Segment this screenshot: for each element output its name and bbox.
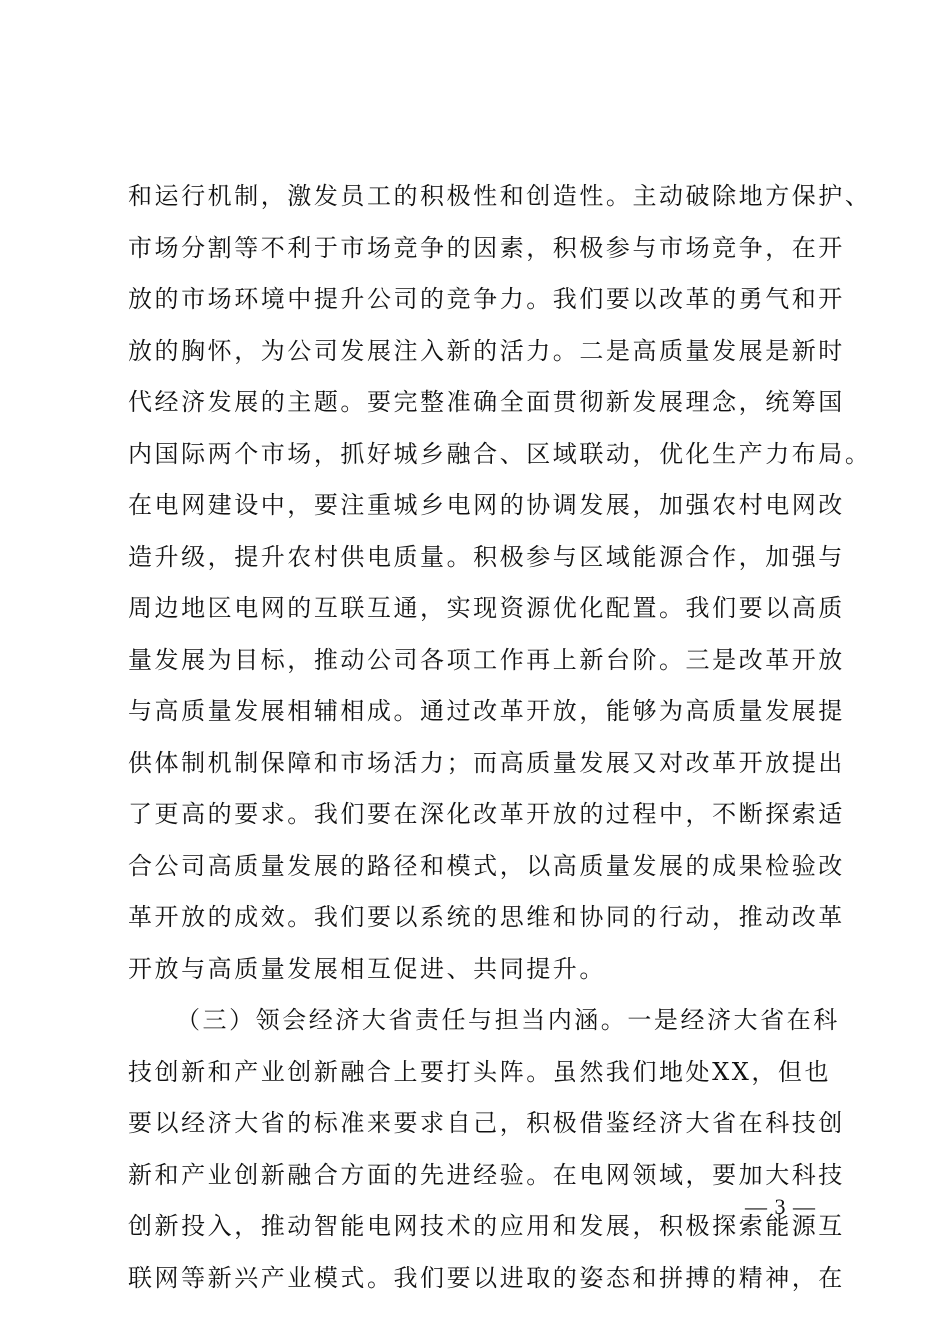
text-line: 供体制机制保障和市场活力；而高质量发展又对改革开放提出 [128,748,845,777]
text-line: 要以经济大省的标准来要求自己，积极借鉴经济大省在科技创 [128,1109,845,1137]
text-line: 在电网建设中，要注重城乡电网的协调发展，加强农村电网改 [128,491,845,519]
section-heading-line: （三）领会经济大省责任与担当内涵。一是经济大省在科 [176,1006,840,1034]
text-line: 合公司高质量发展的路径和模式，以高质量发展的成果检验改 [128,851,845,880]
text-line: 量发展为目标，推动公司各项工作再上新台阶。三是改革开放 [128,645,845,674]
page-number: — 3 — [745,1194,816,1219]
text-line: 开放与高质量发展相互促进、共同提升。 [128,954,606,983]
text-line: 与高质量发展相辅相成。通过改革开放，能够为高质量发展提 [128,697,845,725]
text-line: 革开放的成效。我们要以系统的思维和协同的行动，推动改革 [128,903,845,931]
text-line: 创新投入，推动智能电网技术的应用和发展，积极探索能源互 [128,1212,845,1240]
text-line: 放的市场环境中提升公司的竞争力。我们要以改革的勇气和开 [128,285,845,313]
text-line: 了更高的要求。我们要在深化改革开放的过程中，不断探索适 [128,800,845,828]
text-line: 技创新和产业创新融合上要打头阵。虽然我们地处XX，但也 [128,1057,832,1086]
body-text [128,171,872,1304]
text-line: 新和产业创新融合方面的先进经验。在电网领域，要加大科技 [128,1160,845,1189]
text-line: 联网等新兴产业模式。我们要以进取的姿态和拼搏的精神，在 [128,1263,845,1292]
text-line: 放的胸怀，为公司发展注入新的活力。二是高质量发展是新时 [128,336,845,365]
text-line: 造升级，提升农村供电质量。积极参与区域能源合作，加强与 [128,542,845,571]
text-line: 周边地区电网的互联互通，实现资源优化配置。我们要以高质 [128,594,845,622]
text-line: 市场分割等不利于市场竞争的因素，积极参与市场竞争，在开 [128,233,845,262]
text-line: 和运行机制，激发员工的积极性和创造性。主动破除地方保护、 [128,182,872,210]
text-line: 代经济发展的主题。要完整准确全面贯彻新发展理念，统筹国 [128,388,845,416]
text-line: 内国际两个市场，抓好城乡融合、区域联动，优化生产力布局。 [128,439,872,468]
